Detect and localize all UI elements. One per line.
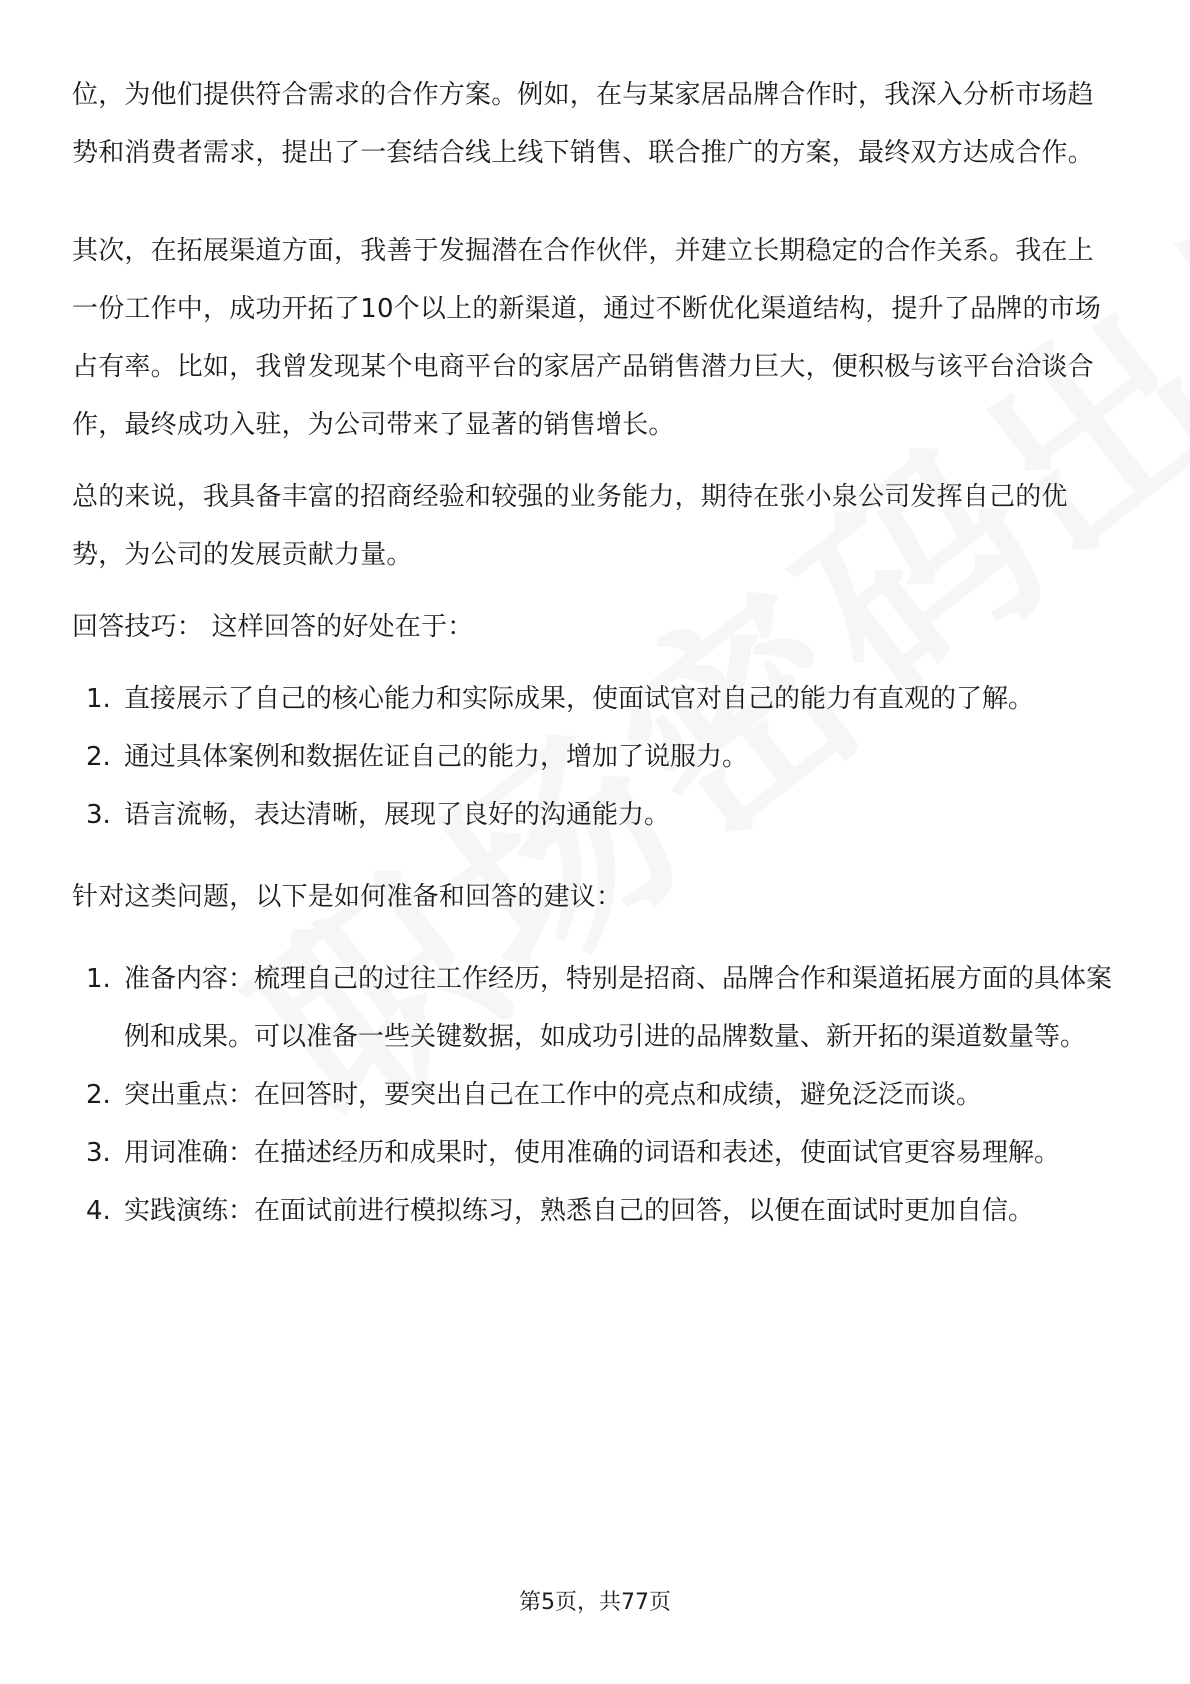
list-item-text: 通过具体案例和数据佐证自己的能力，增加了说服力。	[124, 742, 749, 772]
list-number: 2.	[86, 1080, 111, 1110]
paragraph-1: 位，为他们提供符合需求的合作方案。例如，在与某家居品牌合作时，我深入分析市场趋势和消费者需求，提出了一套结合线上线下销售、联合推广的方案，最终双方达成合作。	[72, 80, 1094, 168]
list-item-text: 直接展示了自己的核心能力和实际成果，使面试官对自己的能力有直观的了解。	[124, 684, 1035, 714]
list-number: 3.	[86, 800, 111, 830]
list-item	[72, 950, 1118, 1066]
list-item	[72, 670, 1118, 728]
list-item	[72, 1066, 1118, 1124]
page-footer: 第5页，共77页	[519, 1590, 671, 1615]
list-item-text: 准备内容：梳理自己的过往工作经历，特别是招商、品牌合作和渠道拓展方面的具体案例和成果。可以准备一些关键数据，如成功引进的品牌数量、新开拓的渠道数量等。	[124, 964, 1113, 1052]
list-number: 2.	[86, 742, 111, 772]
tips-list	[72, 670, 1118, 844]
advice-intro: 针对这类问题，以下是如何准备和回答的建议：	[72, 882, 623, 912]
list-number: 1.	[86, 964, 111, 994]
list-item-text: 突出重点：在回答时，要突出自己在工作中的亮点和成绩，避免泛泛而谈。	[124, 1080, 983, 1110]
list-number: 3.	[86, 1138, 111, 1168]
answer-tips-heading: 回答技巧： 这样回答的好处在于：	[72, 612, 474, 642]
list-number: 4.	[86, 1196, 111, 1226]
list-item-text: 用词准确：在描述经历和成果时，使用准确的词语和表述，使面试官更容易理解。	[124, 1138, 1061, 1168]
list-item	[72, 1182, 1118, 1240]
list-number: 1.	[86, 684, 111, 714]
list-item	[72, 1124, 1118, 1182]
list-item-text: 语言流畅，表达清晰，展现了良好的沟通能力。	[124, 800, 671, 830]
paragraph-3: 总的来说，我具备丰富的招商经验和较强的业务能力，期待在张小泉公司发挥自己的优势，为公司的发展贡献力量。	[72, 482, 1068, 570]
list-item-text: 实践演练：在面试前进行模拟练习，熟悉自己的回答，以便在面试时更加自信。	[124, 1196, 1035, 1226]
list-item	[72, 786, 1118, 844]
list-item	[72, 728, 1118, 786]
advice-list	[72, 950, 1118, 1240]
document-page	[72, 66, 1118, 1240]
paragraph-2: 其次，在拓展渠道方面，我善于发掘潜在合作伙伴，并建立长期稳定的合作关系。我在上一份工作中，成功开拓了10个以上的新渠道，通过不断优化渠道结构，提升了品牌的市场占有率。比如，我曾发现某个电商平台的家居产品销售潜力巨大，便积极与该平台洽谈合作，最终成功入驻，为公司带来了显著的销售增长。	[72, 236, 1102, 440]
